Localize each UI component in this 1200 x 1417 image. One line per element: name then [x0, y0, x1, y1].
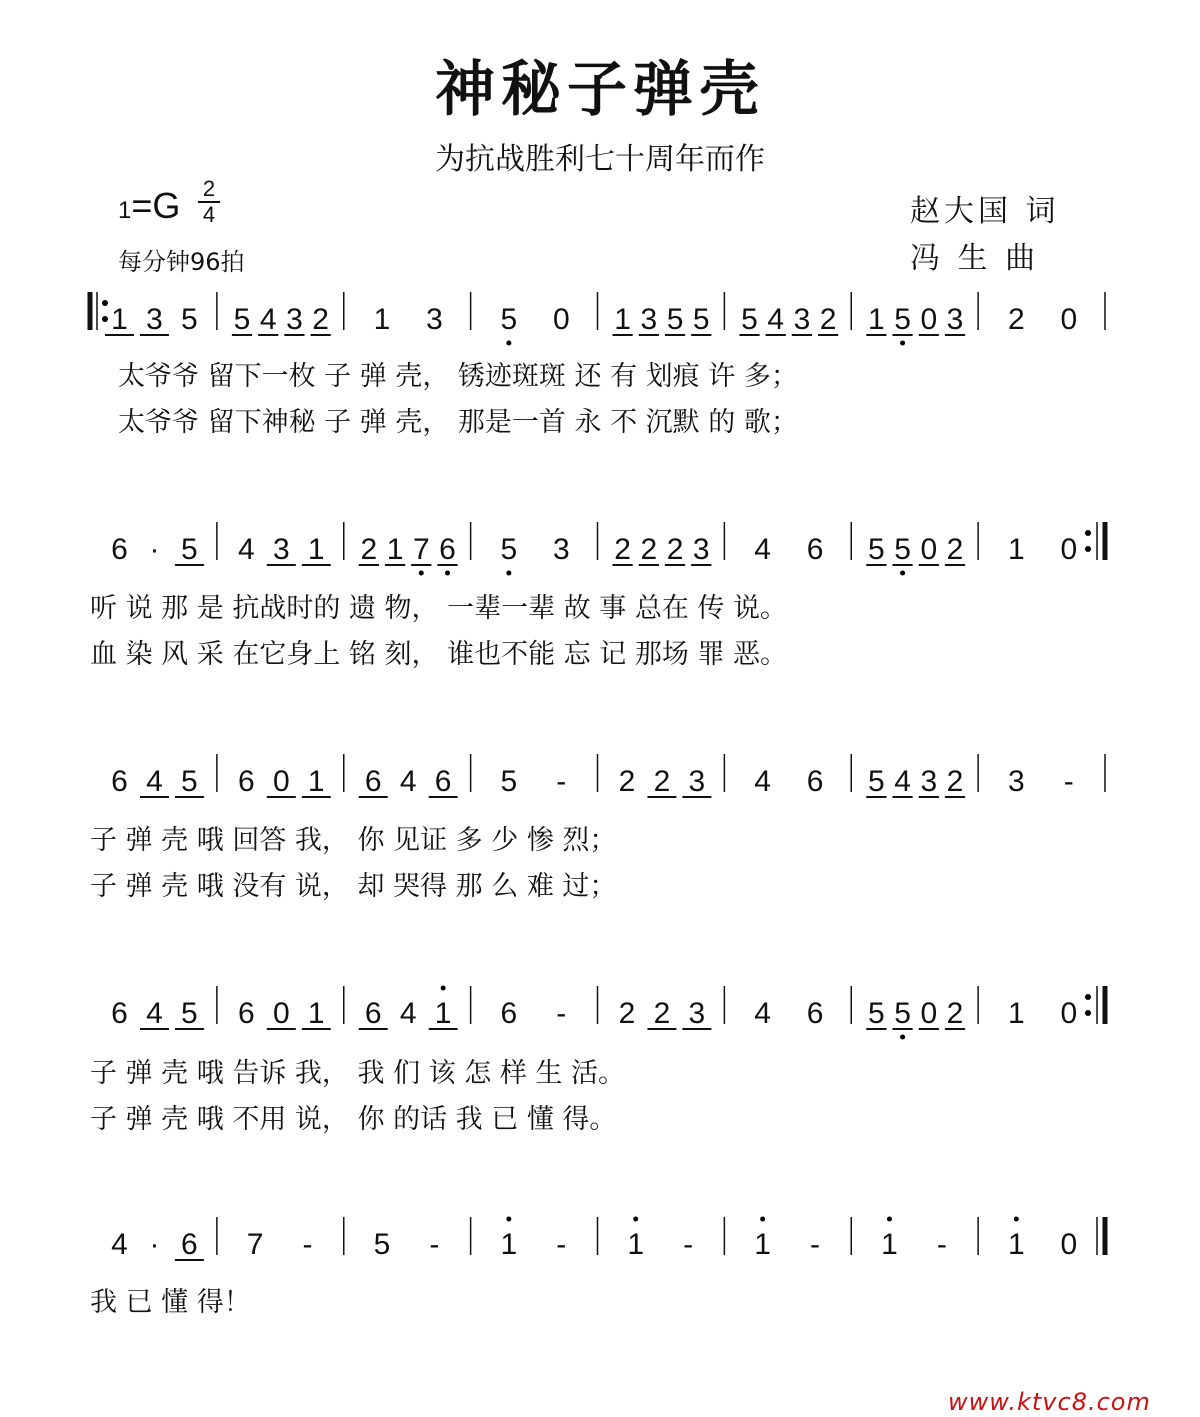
note-digit: 7 [412, 533, 430, 566]
sustain-dash: - [556, 765, 567, 798]
note-digit: 0 [1060, 997, 1078, 1030]
note-digit: 1 [434, 997, 452, 1030]
note-digit: 3 [946, 303, 964, 336]
note-digit: 5 [868, 533, 885, 566]
lyric-line: 我 已 懂 得！ [90, 1287, 251, 1318]
note-digit: 5 [373, 1228, 391, 1261]
note-digit: 4 [146, 997, 163, 1030]
note-digit: 3 [793, 303, 811, 336]
time-signature-top: 2 [202, 176, 216, 201]
note-digit: 4 [146, 765, 163, 798]
repeat-dot [1085, 1010, 1091, 1016]
note-digit: 0 [1060, 533, 1078, 566]
note-digit: 2 [946, 997, 964, 1030]
upper-octave-dot [633, 1217, 638, 1222]
note-digit: 4 [754, 765, 771, 798]
note-digit: 3 [692, 533, 710, 566]
note-digit: 3 [688, 765, 706, 798]
note-digit: 2 [640, 533, 658, 566]
note-digit: 6 [111, 997, 128, 1030]
note-digit: 2 [666, 533, 684, 566]
upper-octave-dot [887, 1217, 892, 1222]
composer-credit: 冯 生 曲 [910, 241, 1040, 276]
note-digit: 1 [386, 533, 404, 566]
lower-octave-dot [900, 1035, 905, 1040]
note-digit: 0 [1060, 303, 1078, 336]
note-digit: 1 [373, 303, 391, 336]
note-digit: 1 [754, 1228, 771, 1261]
note-digit: 5 [894, 303, 911, 336]
repeat-dot [1085, 994, 1091, 1000]
note-digit: 5 [741, 303, 758, 336]
lyric-line: 子 弹 壳 哦 回答 我， 你 见证 多 少 惨 烈； [90, 825, 617, 856]
note-digit: 2 [653, 765, 671, 798]
lower-octave-dot [445, 571, 450, 576]
note-digit: 1 [1008, 1228, 1025, 1261]
lower-octave-dot [506, 571, 511, 576]
note-digit: 2 [618, 765, 636, 798]
note-digit: 5 [868, 997, 885, 1030]
note-digit: 1 [627, 1228, 645, 1261]
site-watermark: www.ktvc8.com [948, 1388, 1151, 1416]
lyric-line: 子 弹 壳 哦 不用 说， 你 的话 我 已 懂 得。 [90, 1104, 617, 1135]
note-digit: 0 [1060, 1228, 1078, 1261]
note-digit: 5 [868, 765, 885, 798]
note-digit: 4 [894, 765, 911, 798]
sustain-dash: - [556, 997, 567, 1030]
augmentation-dot: · [149, 1228, 160, 1261]
note-digit: 5 [500, 765, 518, 798]
upper-octave-dot [1014, 1217, 1019, 1222]
note-digit: 5 [500, 533, 518, 566]
note-digit: 4 [767, 303, 785, 336]
sustain-dash: - [810, 1228, 821, 1261]
note-digit: 3 [640, 303, 658, 336]
song-subtitle: 为抗战胜利七十周年而作 [435, 142, 765, 177]
note-digit: 0 [920, 997, 938, 1030]
note-digit: 1 [307, 997, 325, 1030]
note-digit: 6 [806, 765, 824, 798]
note-digit: 2 [653, 997, 671, 1030]
augmentation-dot: · [149, 533, 160, 566]
note-digit: 1 [868, 303, 885, 336]
note-digit: 2 [946, 533, 964, 566]
note-digit: 3 [272, 533, 290, 566]
lyric-line: 太爷爷 留下神秘 子 弹 壳， 那是一首 永 不 沉默 的 歌； [118, 407, 798, 438]
sustain-dash: - [302, 1228, 313, 1261]
note-digit: 3 [146, 303, 163, 336]
lower-octave-dot [419, 571, 424, 576]
note-digit: 3 [286, 303, 303, 336]
note-digit: 5 [181, 765, 198, 798]
lyricist-credit: 赵大国 词 [910, 194, 1060, 229]
note-digit: 6 [111, 533, 128, 566]
note-digit: 0 [272, 765, 290, 798]
note-digit: 6 [439, 533, 456, 566]
repeat-dot [1085, 546, 1091, 552]
lyric-line: 听 说 那 是 抗战时的 遗 物， 一辈一辈 故 事 总在 传 说。 [90, 593, 787, 624]
lower-octave-dot [900, 341, 905, 346]
note-digit: 1 [881, 1228, 898, 1261]
note-digit: 6 [364, 765, 382, 798]
sustain-dash: - [683, 1228, 694, 1261]
note-digit: 0 [272, 997, 290, 1030]
note-digit: 6 [434, 765, 452, 798]
note-digit: 4 [238, 533, 255, 566]
note-digit: 0 [920, 303, 938, 336]
upper-octave-dot [760, 1217, 765, 1222]
note-digit: 5 [233, 303, 251, 336]
note-digit: 3 [552, 533, 570, 566]
note-digit: 5 [666, 303, 684, 336]
note-digit: 2 [1008, 303, 1025, 336]
lyric-line: 太爷爷 留下一枚 子 弹 壳， 锈迹斑斑 还 有 划痕 许 多； [118, 361, 798, 392]
note-digit: 2 [819, 303, 837, 336]
note-digit: 1 [500, 1228, 518, 1261]
note-digit: 1 [307, 765, 325, 798]
note-digit: 5 [894, 533, 911, 566]
repeat-dot [102, 316, 108, 322]
note-digit: 4 [399, 765, 417, 798]
note-digit: 6 [238, 765, 255, 798]
repeat-dot [1085, 530, 1091, 536]
note-digit: 1 [1008, 533, 1025, 566]
note-digit: 2 [614, 533, 631, 566]
note-digit: 0 [920, 533, 938, 566]
note-digit: 2 [312, 303, 329, 336]
note-digit: 5 [181, 533, 198, 566]
sustain-dash: - [556, 1228, 567, 1261]
note-digit: 4 [754, 533, 771, 566]
note-digit: 3 [1008, 765, 1025, 798]
lyric-line: 血 染 风 采 在它身上 铭 刻， 谁也不能 忘 记 那场 罪 恶。 [90, 639, 787, 670]
note-digit: 6 [181, 1228, 198, 1261]
note-digit: 1 [307, 533, 325, 566]
note-digit: 1 [1008, 997, 1025, 1030]
note-digit: 6 [111, 765, 128, 798]
note-digit: 3 [426, 303, 443, 336]
note-digit: 2 [946, 765, 964, 798]
repeat-dot [102, 300, 108, 306]
lyric-line: 子 弹 壳 哦 没有 说， 却 哭得 那 么 难 过； [90, 871, 617, 902]
key-letter: =G [131, 185, 181, 226]
note-digit: 3 [688, 997, 706, 1030]
lower-octave-dot [506, 341, 511, 346]
note-digit: 5 [181, 997, 198, 1030]
note-digit: 6 [806, 997, 824, 1030]
note-digit: 5 [894, 997, 911, 1030]
note-digit: 6 [364, 997, 382, 1030]
key-one: 1 [118, 197, 132, 224]
note-digit: 5 [500, 303, 518, 336]
note-digit: 4 [111, 1228, 128, 1261]
note-digit: 1 [614, 303, 631, 336]
note-digit: 2 [360, 533, 378, 566]
note-digit: 6 [500, 997, 518, 1030]
note-digit: 4 [754, 997, 771, 1030]
note-digit: 5 [692, 303, 710, 336]
sustain-dash: - [936, 1228, 947, 1261]
lower-octave-dot [900, 571, 905, 576]
note-digit: 4 [399, 997, 417, 1030]
note-digit: 7 [246, 1228, 264, 1261]
note-digit: 4 [259, 303, 277, 336]
song-title: 神秘子弹壳 [435, 55, 765, 125]
note-digit: 6 [806, 533, 824, 566]
tempo-marking: 每分钟96拍 [118, 248, 245, 276]
sustain-dash: - [1063, 765, 1074, 798]
note-digit: 2 [618, 997, 636, 1030]
upper-octave-dot [506, 1217, 511, 1222]
note-digit: 5 [181, 303, 198, 336]
time-signature-bottom: 4 [202, 202, 216, 227]
lyric-line: 子 弹 壳 哦 告诉 我， 我 们 该 怎 样 生 活。 [90, 1058, 625, 1089]
note-digit: 0 [552, 303, 570, 336]
note-digit: 6 [238, 997, 255, 1030]
sustain-dash: - [429, 1228, 440, 1261]
note-digit: 3 [920, 765, 938, 798]
note-digit: 1 [111, 303, 128, 336]
upper-octave-dot [441, 986, 446, 991]
